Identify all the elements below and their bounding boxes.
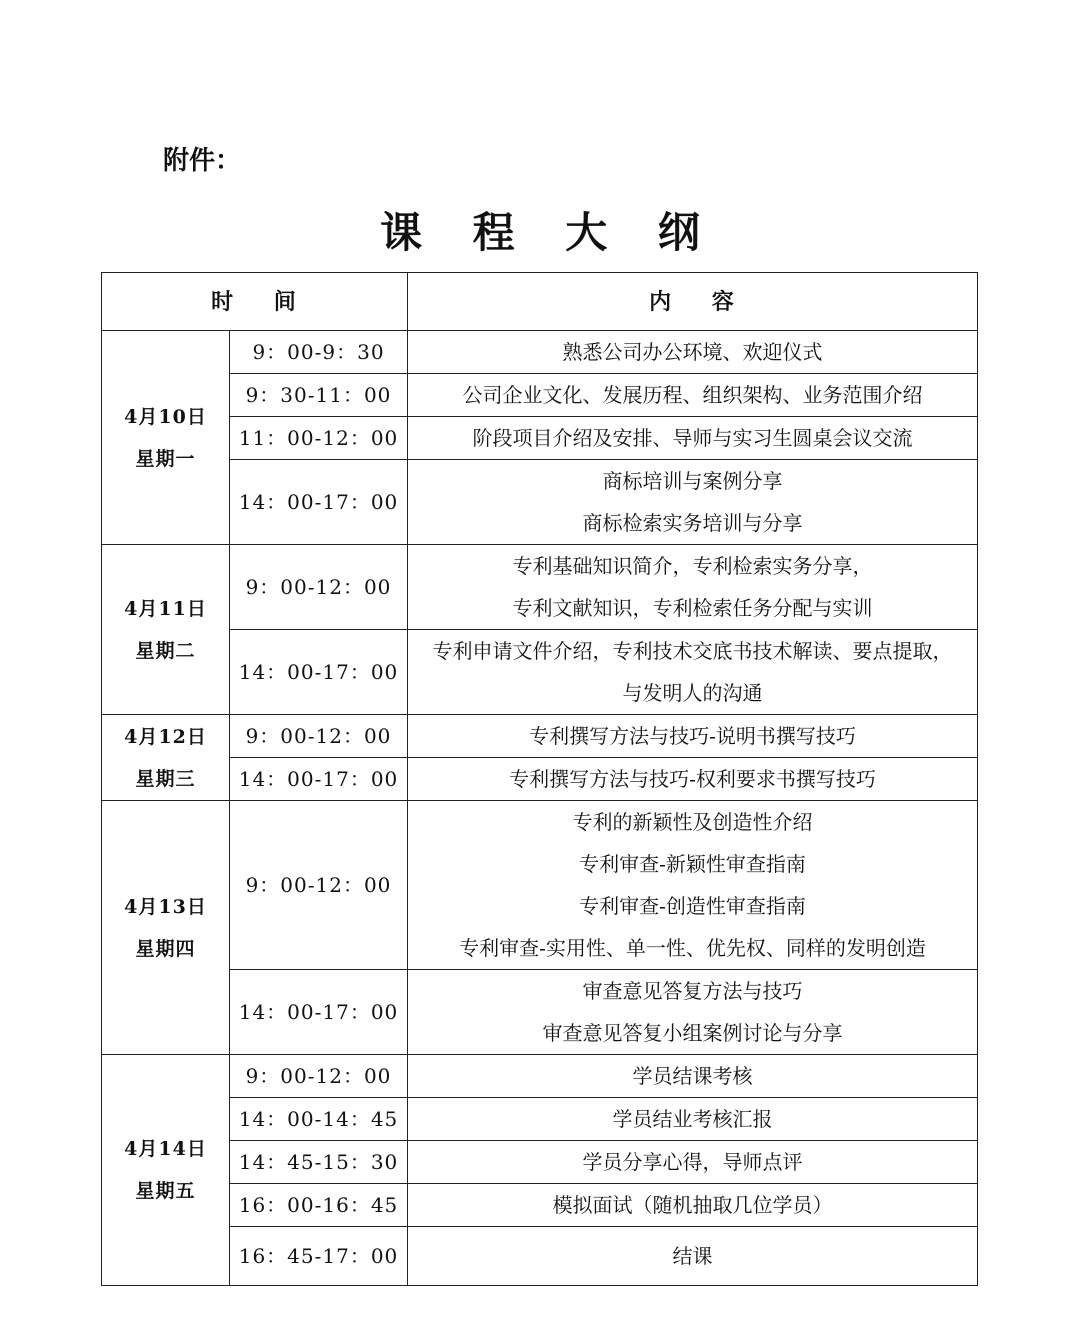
table-row — [102, 331, 978, 374]
time-cell: 9：30-11：00 — [230, 374, 408, 417]
date-text: 4月14日 — [124, 1138, 207, 1160]
content-line: 熟悉公司办公环境、欢迎仪式 — [562, 340, 823, 364]
time-cell: 14：00-17：00 — [230, 970, 408, 1055]
content-line: 专利审查-创造性审查指南 — [579, 894, 806, 918]
table-row — [102, 1141, 978, 1184]
time-cell: 9：00-12：00 — [230, 1055, 408, 1098]
time-cell: 14：00-14：45 — [230, 1098, 408, 1141]
content-line: 专利申请文件介绍，专利技术交底书技术解读、要点提取， — [432, 639, 953, 663]
date-cell — [102, 801, 230, 1055]
date-cell — [102, 1055, 230, 1286]
content-line: 审查意见答复方法与技巧 — [582, 979, 803, 1003]
content-cell — [408, 1055, 978, 1098]
content-line: 专利文献知识，专利检索任务分配与实训 — [512, 596, 873, 620]
content-line: 专利撰写方法与技巧-权利要求书撰写技巧 — [509, 767, 876, 791]
content-line: 学员结课考核 — [632, 1064, 753, 1088]
content-line: 与发明人的沟通 — [622, 681, 763, 705]
table-row — [102, 1184, 978, 1227]
content-line: 专利撰写方法与技巧-说明书撰写技巧 — [529, 724, 856, 748]
content-cell — [408, 1098, 978, 1141]
content-line: 结课 — [672, 1244, 713, 1268]
time-cell: 14：00-17：00 — [230, 460, 408, 545]
table-row — [102, 801, 978, 970]
content-line: 审查意见答复小组案例讨论与分享 — [542, 1021, 843, 1045]
table-header-row — [102, 273, 978, 331]
content-cell — [408, 715, 978, 758]
content-cell — [408, 630, 978, 715]
content-line: 商标检索实务培训与分享 — [582, 511, 803, 535]
content-line: 阶段项目介绍及安排、导师与实习生圆桌会议交流 — [472, 426, 913, 450]
table-row — [102, 630, 978, 715]
content-cell — [408, 545, 978, 630]
content-line: 专利基础知识简介，专利检索实务分享， — [512, 554, 873, 578]
content-cell — [408, 758, 978, 801]
weekday-text: 星期二 — [135, 639, 196, 662]
time-cell: 14：00-17：00 — [230, 758, 408, 801]
attachment-label: 附件： — [163, 146, 242, 176]
content-cell — [408, 1184, 978, 1227]
table-row — [102, 1098, 978, 1141]
date-cell — [102, 715, 230, 801]
schedule-table — [101, 272, 978, 1286]
weekday-text: 星期四 — [135, 937, 196, 960]
content-cell — [408, 374, 978, 417]
content-cell — [408, 417, 978, 460]
table-row — [102, 545, 978, 630]
time-cell: 11：00-12：00 — [230, 417, 408, 460]
content-line: 学员分享心得，导师点评 — [582, 1150, 803, 1174]
content-line: 公司企业文化、发展历程、组织架构、业务范围介绍 — [462, 383, 923, 407]
time-cell: 9：00-12：00 — [230, 715, 408, 758]
weekday-text: 星期三 — [135, 767, 196, 790]
table-row — [102, 1055, 978, 1098]
time-cell: 16：45-17：00 — [230, 1227, 408, 1286]
weekday-text: 星期五 — [135, 1180, 196, 1202]
table-row — [102, 417, 978, 460]
content-line: 专利审查-新颖性审查指南 — [579, 852, 806, 876]
content-line: 模拟面试（随机抽取几位学员） — [552, 1193, 833, 1217]
content-cell — [408, 460, 978, 545]
header-time: 时 间 — [102, 273, 408, 331]
date-text: 4月10日 — [124, 405, 207, 428]
page-title: 课 程 大 纲 — [380, 208, 718, 257]
date-cell — [102, 545, 230, 715]
content-cell — [408, 1227, 978, 1286]
weekday-text: 星期一 — [135, 447, 196, 470]
table-row — [102, 460, 978, 545]
content-cell — [408, 801, 978, 970]
table-row — [102, 1227, 978, 1286]
schedule-body — [102, 331, 978, 1286]
time-cell: 14：45-15：30 — [230, 1141, 408, 1184]
time-cell: 9：00-12：00 — [230, 801, 408, 970]
header-content: 内 容 — [408, 273, 978, 331]
date-text: 4月11日 — [124, 597, 207, 620]
date-text: 4月12日 — [124, 725, 207, 748]
content-cell — [408, 331, 978, 374]
date-text: 4月13日 — [124, 895, 207, 918]
content-line: 商标培训与案例分享 — [602, 469, 783, 493]
table-row — [102, 758, 978, 801]
table-row — [102, 374, 978, 417]
time-cell: 9：00-9：30 — [230, 331, 408, 374]
time-cell: 14：00-17：00 — [230, 630, 408, 715]
content-line: 专利审查-实用性、单一性、优先权、同样的发明创造 — [459, 936, 926, 960]
content-line: 专利的新颖性及创造性介绍 — [572, 810, 813, 834]
content-cell — [408, 970, 978, 1055]
content-line: 学员结业考核汇报 — [612, 1107, 773, 1131]
time-cell: 9：00-12：00 — [230, 545, 408, 630]
table-row — [102, 715, 978, 758]
table-row — [102, 970, 978, 1055]
date-cell — [102, 331, 230, 545]
time-cell: 16：00-16：45 — [230, 1184, 408, 1227]
content-cell — [408, 1141, 978, 1184]
